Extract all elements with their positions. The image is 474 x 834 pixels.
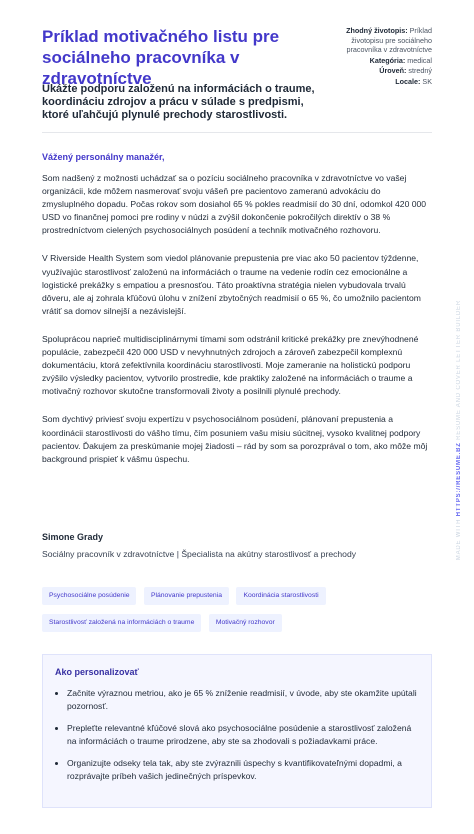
meta-locale	[322, 77, 432, 87]
meta-panel	[322, 26, 432, 88]
meta-category-label: Kategória:	[369, 55, 406, 65]
meta-level	[322, 66, 432, 76]
tips-list	[55, 687, 419, 783]
letter-body	[42, 172, 432, 481]
watermark	[456, 300, 462, 560]
tips-title: Ako personalizovať	[55, 667, 139, 677]
meta-locale-label: Locale:	[395, 76, 421, 86]
letter-paragraph-1: Som nadšený z možnosti uchádzať sa o pozíciu sociálneho pracovníka v zdravotníctve vo vašej organizácii, kde môžem nasmerovať svoju vášeň pre pacientovo zameranú advokáciu do zmysluplného dopadu. Počas rokov som dosiahol 65 % pokles readmisií do 30 dní, odomkol 420 000 USD vo finančnej pomoci pre rodiny v núdzi a zvýšil dokončenie pokročilých direktív o 38 % prostredníctvom cielených psychosociálnych posúdení a techník motivačného rozhovoru.	[42, 173, 427, 236]
watermark-suffix: RESUME AND COVER LETTER BUILDER	[456, 300, 462, 440]
skill-tag[interactable]: Plánovanie prepustenia	[144, 587, 229, 605]
skill-tag[interactable]: Koordinácia starostlivosti	[236, 587, 325, 605]
meta-resume-value[interactable]: Príklad životopisu pre sociálneho pracovníka v zdravotníctve	[346, 26, 432, 55]
signature-name: Simone Grady	[42, 532, 104, 542]
meta-level-label: Úroveň:	[379, 66, 407, 76]
letter-greeting: Vážený personálny manažér,	[42, 152, 165, 162]
meta-category	[322, 56, 432, 66]
letter-paragraph-3: Spoluprácou naprieč multidisciplinárnymi tímami som odstránil kritické prekážky pre znevýhodnené populácie, zabezpečil 420 000 USD v nevyhnutných zdrojoch a zároveň zabezpečil komplexnú dokumentáciu, ktorá zefektívnila koordináciu starostlivosti. Moje zameranie na holistickú podporu zvýšilo výsledky pacientov, vytvorilo prostredie, kde praktiky založené na informáciách o traume a motivačný rozhovor skutočne transformovali životy a posilnili plynulé prechody.	[42, 333, 419, 397]
skill-tags	[42, 584, 432, 638]
skill-tag[interactable]: Psychosociálne posúdenie	[42, 587, 136, 605]
page-subtitle: Ukážte podporu založenú na informáciách o traume, koordináciu zdrojov a prácu v súlade s predpismi, ktoré uľahčujú plynulé prechody starostlivosti.	[42, 83, 315, 121]
skill-tag[interactable]: Motivačný rozhovor	[209, 614, 282, 632]
tip-item: • Organizujte odseky tela tak, aby ste zvýraznili úspechy s kvantifikovateľnými dopadmi, a rozprávajte príbeh vašich jedinečných príspevkov.	[67, 757, 419, 783]
signature	[42, 532, 432, 559]
personalize-tips	[42, 654, 432, 808]
tip-item: • Začnite výraznou metriou, ako je 65 % zníženie readmisií, v úvode, aby ste okamžite upútali pozornosť.	[67, 687, 419, 713]
tip-item: • Prepleťte relevantné kľúčové slová ako psychosociálne posúdenie a starostlivosť založená na informáciách o traume prirodzene, aby ste sa zhodovali s požiadavkami práce.	[67, 722, 419, 748]
watermark-link[interactable]: HTTPS://RESUME.BZ	[456, 442, 462, 517]
meta-resume-label: Zhodný životopis:	[346, 26, 408, 35]
watermark-prefix: MADE WITH	[456, 518, 462, 561]
header-divider	[42, 132, 432, 133]
signature-role: Sociálny pracovník v zdravotníctve | Špecialista na akútny starostlivosť a prechody	[42, 549, 357, 559]
meta-category-value: medical	[407, 55, 432, 65]
meta-resume	[322, 26, 432, 55]
meta-locale-value: SK	[422, 76, 432, 86]
letter-paragraph-4: Som dychtivý priviesť svoju expertízu v psychosociálnom posúdení, plánovaní prepustenia a koordinácii starostlivosti do vášho tímu, čím posuniem vašu misiu súcitnej, vysoko kvalitnej podpory pacientov. Ďakujem za preskúmanie mojej žiadosti – rád by som sa porozprával o tom, ako môže môj background prispieť k vášmu úspechu.	[42, 414, 428, 464]
skill-tag[interactable]: Starostlivosť založená na informáciách o traume	[42, 614, 201, 632]
letter-paragraph-2: V Riverside Health System som viedol plánovanie prepustenia pre viac ako 50 pacientov týždenne, využívajúc starostlivosť založenú na informáciách o traume na vedenie rodín cez emocionálne a logistické prekážky s empatiou a presnosťou. Táto proaktívna stratégia nielen vybudovala trvalú dôveru, ale aj zohrala kľúčovú úlohu v znížení zbytočných readmisií o 65 %, čo umožnilo pacientom vrátiť sa domov silnejší a nezávislejší.	[42, 253, 421, 316]
meta-level-value: stredný	[408, 66, 432, 76]
page-title: Príklad motivačného listu pre sociálneho pracovníka v zdravotníctve	[42, 27, 280, 88]
